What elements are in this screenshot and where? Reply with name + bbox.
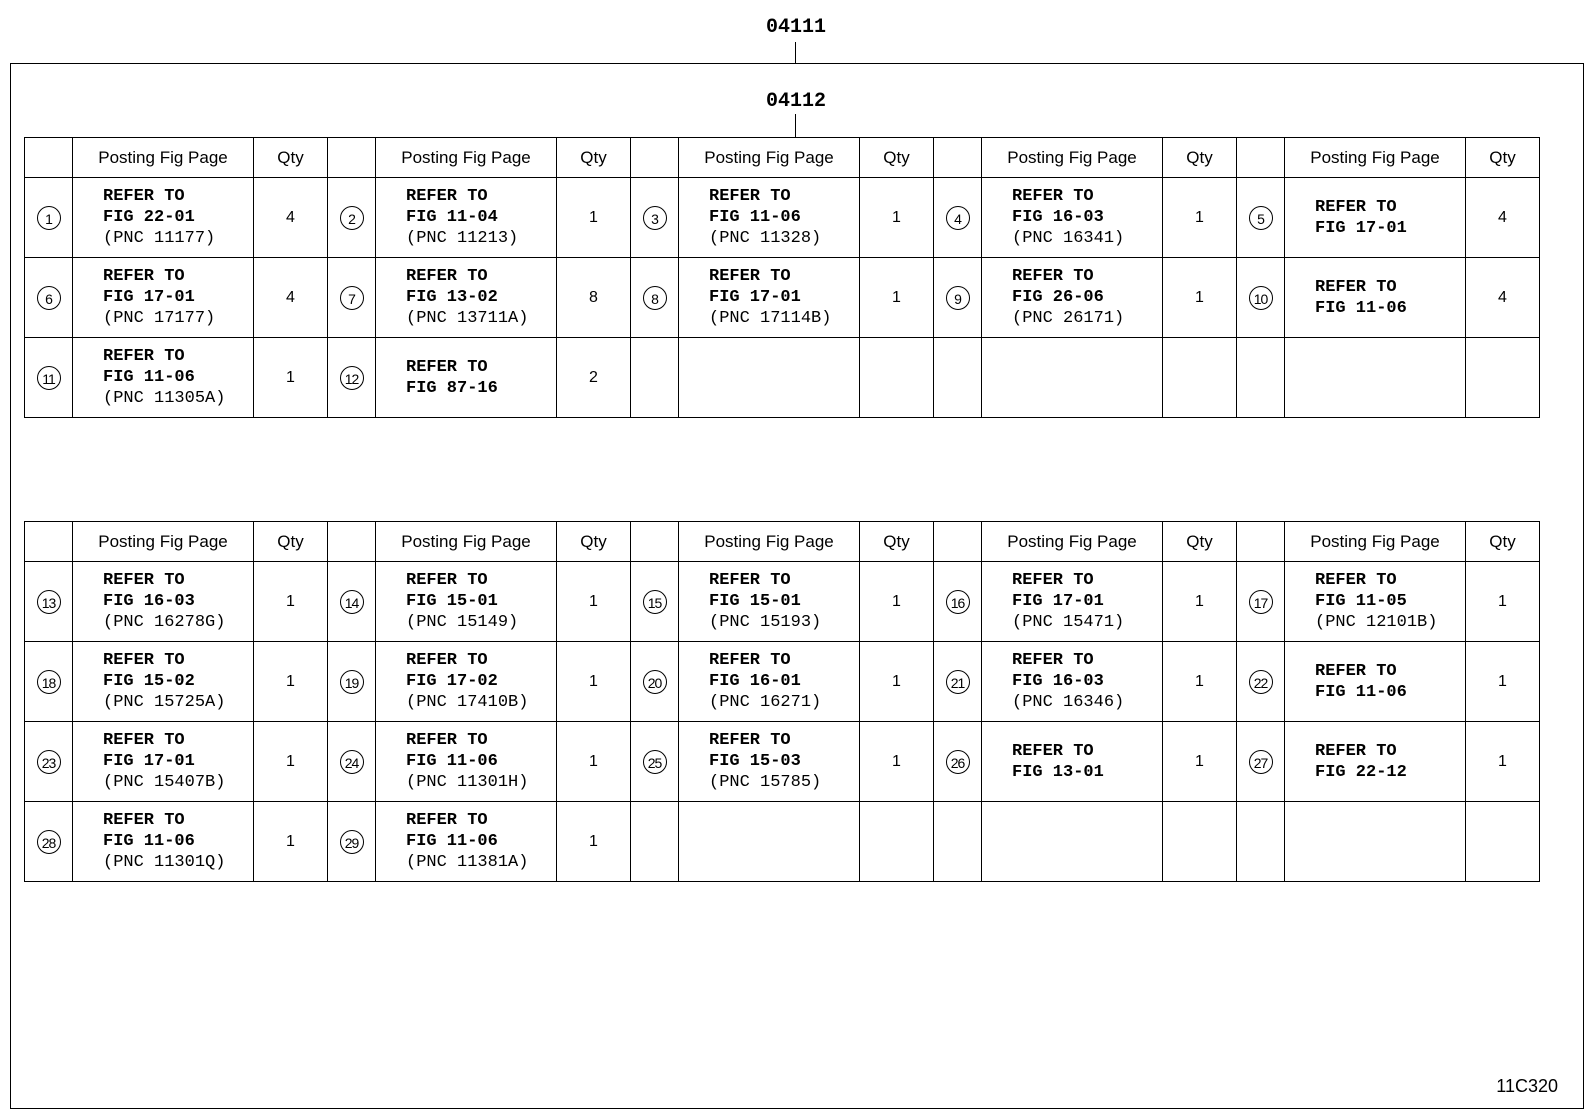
fig-page-text[interactable]: FIG 15-01	[709, 592, 801, 611]
qty-cell: 1	[860, 722, 934, 802]
refer-to-text[interactable]: REFER TO	[709, 571, 791, 590]
fig-page-text[interactable]: FIG 17-01	[709, 288, 801, 307]
refer-to-text[interactable]: REFER TO	[406, 811, 488, 830]
reference-cell	[73, 802, 254, 882]
refer-to-text[interactable]: REFER TO	[1012, 187, 1094, 206]
refer-to-text[interactable]: REFER TO	[406, 267, 488, 286]
item-number-cell	[631, 562, 679, 642]
item-number-circle: 19	[340, 670, 364, 694]
reference-cell	[376, 722, 557, 802]
qty-cell: 1	[1466, 722, 1540, 802]
qty-cell: 1	[1163, 178, 1237, 258]
header-posting-fig-page: Posting Fig Page	[982, 522, 1163, 562]
refer-to-text[interactable]: REFER TO	[406, 571, 488, 590]
fig-page-text[interactable]: FIG 11-06	[1315, 298, 1407, 318]
item-number-circle: 5	[1249, 206, 1273, 230]
reference-cell	[73, 642, 254, 722]
qty-cell: 1	[254, 722, 328, 802]
reference-cell	[982, 722, 1163, 802]
qty-cell	[1163, 802, 1237, 882]
item-number-circle: 24	[340, 750, 364, 774]
item-number-circle: 23	[37, 750, 61, 774]
header-qty: Qty	[860, 138, 934, 178]
item-number-cell	[1237, 562, 1285, 642]
qty-cell	[1466, 338, 1540, 418]
qty-cell: 1	[1466, 642, 1540, 722]
reference-cell	[1285, 802, 1466, 882]
item-number-cell	[631, 802, 679, 882]
qty-cell: 1	[557, 562, 631, 642]
fig-page-text[interactable]: FIG 11-06	[1315, 682, 1407, 702]
qty-cell: 1	[1163, 642, 1237, 722]
item-number-circle: 21	[946, 670, 970, 694]
fig-page-text[interactable]: FIG 22-01	[103, 208, 195, 227]
item-number-cell	[25, 178, 73, 258]
header-qty: Qty	[557, 138, 631, 178]
qty-cell: 1	[557, 722, 631, 802]
fig-page-text[interactable]: FIG 22-12	[1315, 762, 1407, 782]
header-row	[25, 138, 1540, 178]
refer-to-text[interactable]: REFER TO	[1012, 651, 1094, 670]
refer-to-text[interactable]: REFER TO	[103, 571, 185, 590]
header-posting-fig-page: Posting Fig Page	[376, 138, 557, 178]
reference-cell	[679, 178, 860, 258]
reference-cell	[376, 338, 557, 418]
qty-cell: 8	[557, 258, 631, 338]
item-number-circle: 14	[340, 590, 364, 614]
fig-page-text[interactable]: FIG 11-06	[406, 752, 498, 771]
item-number-circle: 17	[1249, 590, 1273, 614]
reference-cell	[376, 258, 557, 338]
item-number-circle: 28	[37, 830, 61, 854]
item-number-cell	[328, 642, 376, 722]
reference-cell	[982, 802, 1163, 882]
reference-cell	[376, 802, 557, 882]
item-number-cell	[25, 258, 73, 338]
qty-cell: 1	[860, 178, 934, 258]
header-index-cell	[631, 138, 679, 178]
pnc-text[interactable]: (PNC 15725A)	[103, 693, 226, 712]
header-index-cell	[25, 522, 73, 562]
reference-cell	[679, 722, 860, 802]
reference-cell	[1285, 722, 1466, 802]
item-number-cell	[25, 802, 73, 882]
item-number-cell	[328, 258, 376, 338]
item-number-circle: 2	[340, 206, 364, 230]
refer-to-text[interactable]: REFER TO	[1012, 267, 1094, 286]
item-number-circle: 16	[946, 590, 970, 614]
reference-cell	[679, 562, 860, 642]
header-index-cell	[328, 522, 376, 562]
qty-cell: 1	[254, 562, 328, 642]
reference-cell	[982, 562, 1163, 642]
pnc-text[interactable]: (PNC 15785)	[709, 773, 822, 792]
item-number-cell	[934, 178, 982, 258]
fig-page-text[interactable]: FIG 16-01	[709, 672, 801, 691]
table-row	[25, 562, 1540, 642]
pnc-text[interactable]: (PNC 26171)	[1012, 309, 1125, 328]
refer-to-text[interactable]: REFER TO	[1315, 197, 1397, 217]
refer-to-text[interactable]: REFER TO	[103, 731, 185, 750]
reference-cell	[376, 178, 557, 258]
item-number-cell	[1237, 722, 1285, 802]
qty-cell: 1	[1163, 258, 1237, 338]
header-row	[25, 522, 1540, 562]
fig-page-text[interactable]: FIG 13-02	[406, 288, 498, 307]
reference-cell	[376, 562, 557, 642]
header-index-cell	[1237, 522, 1285, 562]
header-posting-fig-page: Posting Fig Page	[376, 522, 557, 562]
refer-to-text[interactable]: REFER TO	[1012, 741, 1094, 761]
pnc-text[interactable]: (PNC 15407B)	[103, 773, 226, 792]
item-number-circle: 22	[1249, 670, 1273, 694]
pnc-text[interactable]: (PNC 17410B)	[406, 693, 529, 712]
pnc-text[interactable]: (PNC 11301Q)	[103, 853, 226, 872]
item-number-cell	[631, 642, 679, 722]
item-number-cell	[934, 338, 982, 418]
reference-cell	[982, 258, 1163, 338]
item-number-cell	[631, 258, 679, 338]
item-number-circle: 6	[37, 286, 61, 310]
header-index-cell	[25, 138, 73, 178]
pnc-text[interactable]: (PNC 11381A)	[406, 853, 529, 872]
header-posting-fig-page: Posting Fig Page	[679, 138, 860, 178]
fig-page-text[interactable]: FIG 11-04	[406, 208, 498, 227]
reference-cell	[1285, 562, 1466, 642]
header-posting-fig-page: Posting Fig Page	[1285, 522, 1466, 562]
fig-page-text[interactable]: FIG 11-06	[406, 832, 498, 851]
item-number-circle: 25	[643, 750, 667, 774]
qty-cell: 1	[860, 642, 934, 722]
item-number-cell	[328, 562, 376, 642]
item-number-cell	[934, 562, 982, 642]
fig-page-text[interactable]: FIG 11-05	[1315, 592, 1407, 611]
qty-cell: 1	[254, 642, 328, 722]
item-number-circle: 1	[37, 206, 61, 230]
item-number-cell	[328, 178, 376, 258]
reference-cell	[73, 722, 254, 802]
qty-cell: 1	[254, 802, 328, 882]
item-number-cell	[1237, 338, 1285, 418]
item-number-cell	[934, 722, 982, 802]
fig-page-text[interactable]: FIG 15-02	[103, 672, 195, 691]
qty-cell: 1	[860, 258, 934, 338]
qty-cell	[860, 338, 934, 418]
fig-page-text[interactable]: FIG 11-06	[103, 368, 195, 387]
item-number-cell	[631, 338, 679, 418]
fig-page-text[interactable]: FIG 15-03	[709, 752, 801, 771]
header-qty: Qty	[1466, 138, 1540, 178]
reference-cell	[679, 802, 860, 882]
refer-to-text[interactable]: REFER TO	[103, 651, 185, 670]
item-number-cell	[934, 802, 982, 882]
item-number-circle: 10	[1249, 286, 1273, 310]
header-posting-fig-page: Posting Fig Page	[1285, 138, 1466, 178]
qty-cell: 1	[557, 802, 631, 882]
header-qty: Qty	[1466, 522, 1540, 562]
refer-to-text[interactable]: REFER TO	[1315, 661, 1397, 681]
refer-to-text[interactable]: REFER TO	[103, 347, 185, 366]
pnc-text[interactable]: (PNC 17177)	[103, 309, 216, 328]
reference-cell	[1285, 178, 1466, 258]
refer-to-text[interactable]: REFER TO	[103, 811, 185, 830]
refer-to-text[interactable]: REFER TO	[406, 651, 488, 670]
pnc-text[interactable]: (PNC 11301H)	[406, 773, 529, 792]
item-number-cell	[1237, 178, 1285, 258]
refer-to-text[interactable]: REFER TO	[103, 267, 185, 286]
qty-cell	[1466, 802, 1540, 882]
assembly-code-04111: 04111	[766, 16, 827, 39]
table-row	[25, 258, 1540, 338]
pnc-text[interactable]: (PNC 11213)	[406, 229, 519, 248]
pnc-text[interactable]: (PNC 16346)	[1012, 693, 1125, 712]
qty-cell: 1	[557, 178, 631, 258]
reference-cell	[1285, 642, 1466, 722]
reference-cell	[982, 338, 1163, 418]
reference-cell	[679, 338, 860, 418]
item-number-circle: 26	[946, 750, 970, 774]
refer-to-text[interactable]: REFER TO	[1315, 571, 1397, 590]
reference-table-2	[24, 521, 1540, 882]
qty-cell: 1	[557, 642, 631, 722]
header-qty: Qty	[860, 522, 934, 562]
refer-to-text[interactable]: REFER TO	[103, 187, 185, 206]
header-index-cell	[328, 138, 376, 178]
pnc-text[interactable]: (PNC 16278G)	[103, 613, 226, 632]
table-row	[25, 722, 1540, 802]
qty-cell: 2	[557, 338, 631, 418]
item-number-circle: 3	[643, 206, 667, 230]
header-qty: Qty	[557, 522, 631, 562]
item-number-cell	[631, 722, 679, 802]
refer-to-text[interactable]: REFER TO	[406, 187, 488, 206]
item-number-circle: 18	[37, 670, 61, 694]
reference-cell	[679, 642, 860, 722]
fig-page-text[interactable]: FIG 15-01	[406, 592, 498, 611]
item-number-circle: 8	[643, 286, 667, 310]
item-number-circle: 29	[340, 830, 364, 854]
reference-table-1	[24, 137, 1540, 418]
item-number-circle: 13	[37, 590, 61, 614]
header-posting-fig-page: Posting Fig Page	[73, 138, 254, 178]
qty-cell: 4	[254, 178, 328, 258]
item-number-cell	[328, 722, 376, 802]
pnc-text[interactable]: (PNC 13711A)	[406, 309, 529, 328]
fig-page-text[interactable]: FIG 17-01	[1012, 592, 1104, 611]
header-index-cell	[934, 138, 982, 178]
leader-line-top	[795, 42, 796, 63]
header-posting-fig-page: Posting Fig Page	[73, 522, 254, 562]
item-number-circle: 12	[340, 366, 364, 390]
refer-to-text[interactable]: REFER TO	[406, 357, 488, 377]
table-row	[25, 178, 1540, 258]
refer-to-text[interactable]: REFER TO	[709, 187, 791, 206]
qty-cell: 4	[1466, 178, 1540, 258]
reference-cell	[1285, 338, 1466, 418]
item-number-cell	[1237, 802, 1285, 882]
header-qty: Qty	[1163, 522, 1237, 562]
pnc-text[interactable]: (PNC 11305A)	[103, 389, 226, 408]
pnc-text[interactable]: (PNC 11328)	[709, 229, 822, 248]
fig-page-text[interactable]: FIG 11-06	[103, 832, 195, 851]
item-number-cell	[25, 562, 73, 642]
header-qty: Qty	[254, 138, 328, 178]
fig-page-text[interactable]: FIG 17-01	[103, 288, 195, 307]
reference-cell	[73, 338, 254, 418]
reference-cell	[73, 562, 254, 642]
fig-page-text[interactable]: FIG 87-16	[406, 378, 498, 398]
header-qty: Qty	[1163, 138, 1237, 178]
pnc-text[interactable]: (PNC 15149)	[406, 613, 519, 632]
item-number-circle: 7	[340, 286, 364, 310]
assembly-code-04112: 04112	[766, 90, 827, 113]
reference-cell	[982, 178, 1163, 258]
reference-cell	[1285, 258, 1466, 338]
pnc-text[interactable]: (PNC 16341)	[1012, 229, 1125, 248]
reference-cell	[376, 642, 557, 722]
item-number-cell	[934, 258, 982, 338]
qty-cell: 4	[1466, 258, 1540, 338]
qty-cell: 4	[254, 258, 328, 338]
item-number-circle: 27	[1249, 750, 1273, 774]
item-number-circle: 4	[946, 206, 970, 230]
header-qty: Qty	[254, 522, 328, 562]
pnc-text[interactable]: (PNC 12101B)	[1315, 613, 1438, 632]
item-number-circle: 15	[643, 590, 667, 614]
qty-cell	[860, 802, 934, 882]
item-number-cell	[25, 338, 73, 418]
reference-cell	[679, 258, 860, 338]
illustration-code: 11C320	[1496, 1076, 1558, 1096]
fig-page-text[interactable]: FIG 17-02	[406, 672, 498, 691]
fig-page-text[interactable]: FIG 16-03	[1012, 672, 1104, 691]
refer-to-text[interactable]: REFER TO	[1315, 277, 1397, 297]
pnc-text[interactable]: (PNC 15471)	[1012, 613, 1125, 632]
item-number-circle: 20	[643, 670, 667, 694]
fig-page-text[interactable]: FIG 17-01	[103, 752, 195, 771]
item-number-circle: 11	[37, 366, 61, 390]
header-posting-fig-page: Posting Fig Page	[679, 522, 860, 562]
fig-page-text[interactable]: FIG 17-01	[1315, 218, 1407, 238]
item-number-cell	[1237, 642, 1285, 722]
pnc-text[interactable]: (PNC 15193)	[709, 613, 822, 632]
reference-cell	[982, 642, 1163, 722]
reference-cell	[73, 178, 254, 258]
qty-cell: 1	[860, 562, 934, 642]
leader-line-sub	[795, 114, 796, 138]
refer-to-text[interactable]: REFER TO	[1012, 571, 1094, 590]
pnc-text[interactable]: (PNC 17114B)	[709, 309, 832, 328]
item-number-cell	[25, 642, 73, 722]
refer-to-text[interactable]: REFER TO	[1315, 741, 1397, 761]
reference-cell	[73, 258, 254, 338]
item-number-cell	[631, 178, 679, 258]
table-row	[25, 802, 1540, 882]
fig-page-text[interactable]: FIG 16-03	[103, 592, 195, 611]
qty-cell: 1	[254, 338, 328, 418]
table-row	[25, 642, 1540, 722]
item-number-cell	[934, 642, 982, 722]
item-number-cell	[1237, 258, 1285, 338]
header-index-cell	[934, 522, 982, 562]
header-posting-fig-page: Posting Fig Page	[982, 138, 1163, 178]
refer-to-text[interactable]: REFER TO	[709, 651, 791, 670]
fig-page-text[interactable]: FIG 16-03	[1012, 208, 1104, 227]
fig-page-text[interactable]: FIG 26-06	[1012, 288, 1104, 307]
header-index-cell	[1237, 138, 1285, 178]
qty-cell	[1163, 338, 1237, 418]
item-number-cell	[328, 338, 376, 418]
pnc-text[interactable]: (PNC 16271)	[709, 693, 822, 712]
fig-page-text[interactable]: FIG 11-06	[709, 208, 801, 227]
refer-to-text[interactable]: REFER TO	[709, 267, 791, 286]
refer-to-text[interactable]: REFER TO	[709, 731, 791, 750]
qty-cell: 1	[1466, 562, 1540, 642]
pnc-text[interactable]: (PNC 11177)	[103, 229, 216, 248]
fig-page-text[interactable]: FIG 13-01	[1012, 762, 1104, 782]
item-number-cell	[328, 802, 376, 882]
refer-to-text[interactable]: REFER TO	[406, 731, 488, 750]
table-row	[25, 338, 1540, 418]
header-index-cell	[631, 522, 679, 562]
item-number-circle: 9	[946, 286, 970, 310]
qty-cell: 1	[1163, 722, 1237, 802]
item-number-cell	[25, 722, 73, 802]
qty-cell: 1	[1163, 562, 1237, 642]
